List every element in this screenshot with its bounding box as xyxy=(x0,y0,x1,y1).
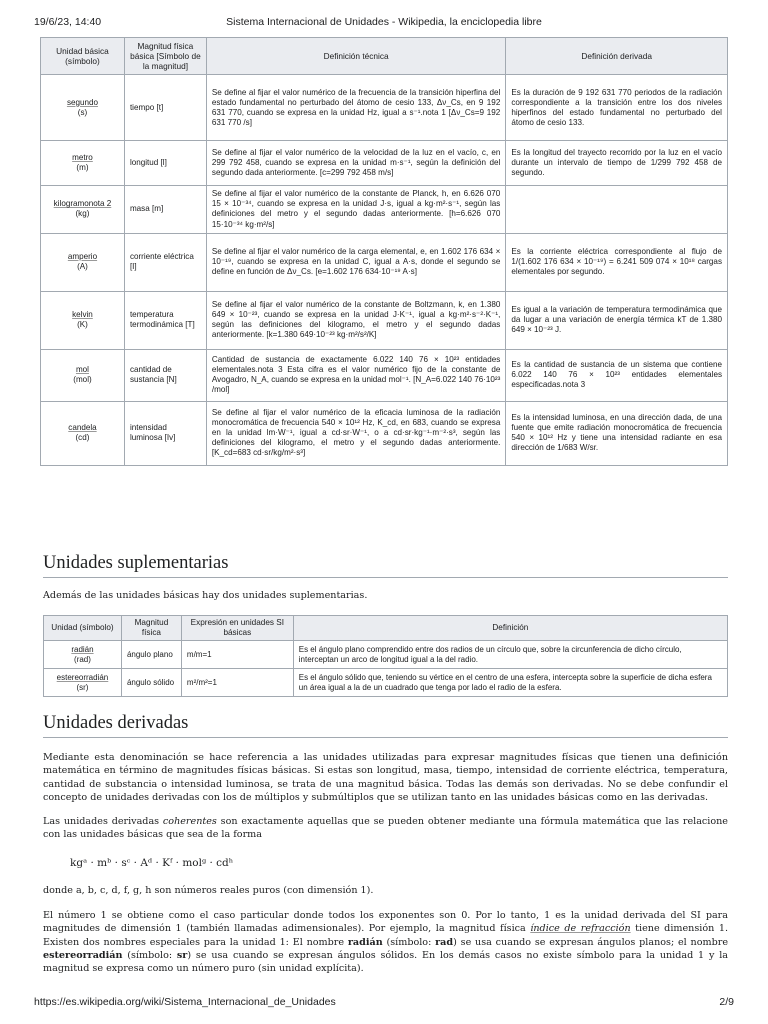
table-row xyxy=(41,349,728,401)
cell-unit xyxy=(44,669,122,697)
unit-symbol: (kg) xyxy=(75,209,90,219)
cell-quantity: longitud [l] xyxy=(124,141,206,186)
unit-name[interactable]: segundo xyxy=(66,97,98,107)
bold-estereorradian: estereorradián xyxy=(43,949,123,961)
table-row xyxy=(44,641,728,669)
text-run: ) se usa cuando se expresan ángulos planos; el nombre xyxy=(453,936,728,948)
unit-name[interactable]: candela xyxy=(68,423,97,433)
cell-quantity: corriente eléctrica [I] xyxy=(124,233,206,291)
cell-quantity: masa [m] xyxy=(124,186,206,233)
cell-definition: Es el ángulo sólido que, teniendo su vértice en el centro de una esfera, intercepta sobre la superficie de dicha esfera un área igual a la de un cuadrado que tenga por lado el radio de la esfera. xyxy=(293,669,727,697)
heading-derived: Unidades derivadas xyxy=(43,713,728,738)
print-footer xyxy=(34,996,734,1010)
derived-paragraph-3: donde a, b, c, d, f, g, h son números reales puros (con dimensión 1). xyxy=(43,885,374,896)
unit-name[interactable]: mol xyxy=(75,365,89,375)
cell-derived-definition: Es la longitud del trayecto recorrido por la luz en el vacío durante un intervalo de tiempo de 1/299 792 458 de segundo. xyxy=(506,141,728,186)
cell-derived-definition: Es la cantidad de sustancia de un sistema que contiene 6.022 140 76 × 10²³ entidades elementales especificadas.nota 3 xyxy=(506,349,728,401)
derived-paragraph-1: Mediante esta denominación se hace referencia a las unidades utilizadas para expresar magnitudes físicas que tienen una definición matemática en término de magnitudes físicas básicas. Si estas son longitud, masa, tiempo, intensidad de corriente eléctrica, temperatura, cantidad de substancia o intensidad luminosa, se trata de una magnitud básica. Todas las demás son derivadas. No se debe confundir el concepto de unidades derivadas con los de múltiplos y submúltiplos que se utilizan tanto en las unidades básicas como en las derivadas. xyxy=(43,752,728,803)
text-run: son exactamente aquellas que se pueden obtener mediante una fórmula matemática que las relacione con las unidades básicas que sea de la forma xyxy=(43,816,728,841)
col-header-quantity: Magnitud física xyxy=(121,616,181,641)
col-header-derived: Definición derivada xyxy=(506,38,728,75)
table-header-row xyxy=(41,38,728,75)
unit-symbol: (K) xyxy=(77,320,88,330)
table-row xyxy=(41,75,728,141)
cell-expression: m/m=1 xyxy=(181,641,293,669)
cell-unit xyxy=(41,141,125,186)
cell-technical-definition: Se define al fijar el valor numérico de la constante de Planck, h, en 6.626 070 15 × 10⁻³⁴, cuando se expresa en la unidad J·s, igual a kg·m²·s⁻¹, según las definiciones del metro y el segundo dadas anteriormente. [h=6.626 070 15·10⁻³⁴ kg·m²/s] xyxy=(206,186,505,233)
unit-symbol: (m) xyxy=(76,163,89,173)
link-indice-refraccion[interactable]: índice de refracción xyxy=(530,923,631,935)
bold-rad: rad xyxy=(435,936,454,948)
unit-name[interactable]: estereorradián xyxy=(56,672,109,682)
cell-technical-definition: Se define al fijar el valor numérico de la velocidad de la luz en el vacío, c, en 299 792 458, cuando se expresa en la unidad m·s⁻¹, según la definición del segundo dada anteriormente. [c=299 792 458 m/s] xyxy=(206,141,505,186)
supplementary-intro: Además de las unidades básicas hay dos unidades suplementarias. xyxy=(43,590,368,601)
print-title: Sistema Internacional de Unidades - Wikipedia, la enciclopedia libre xyxy=(226,16,542,28)
heading-supplementary: Unidades suplementarias xyxy=(43,553,728,578)
col-header-quantity: Magnitud física básica [Símbolo de la magnitud] xyxy=(124,38,206,75)
cell-unit xyxy=(41,186,125,233)
cell-unit xyxy=(41,75,125,141)
cell-quantity: intensidad luminosa [Iv] xyxy=(124,401,206,465)
col-header-definition: Definición xyxy=(293,616,727,641)
table-row xyxy=(41,186,728,233)
unit-symbol: (A) xyxy=(77,262,88,272)
emphasis-coherentes: coherentes xyxy=(162,816,217,827)
unit-symbol: (rad) xyxy=(74,654,91,664)
cell-derived-definition: Es la duración de 9 192 631 770 periodos de la radiación correspondiente a la transición entre los dos niveles hiperfinos del estado fundamental no perturbado del átomo de cesio 133. xyxy=(506,75,728,141)
cell-technical-definition: Cantidad de sustancia de exactamente 6.022 140 76 × 10²³ entidades elementales.nota 3 Esta cifra es el valor numérico fijo de la constante de Avogadro, N_A, cuando se expresa en la unidad mol⁻¹. [N_A=6.022 140 76·10²³ /mol] xyxy=(206,349,505,401)
unit-name[interactable]: metro xyxy=(72,153,93,163)
text-run: (símbolo: xyxy=(122,949,177,961)
unit-symbol: (cd) xyxy=(75,433,90,443)
col-header-unit: Unidad básica (símbolo) xyxy=(41,38,125,75)
col-header-technical: Definición técnica xyxy=(206,38,505,75)
cell-unit xyxy=(41,349,125,401)
table-row xyxy=(41,233,728,291)
cell-derived-definition xyxy=(506,186,728,233)
bold-radian: radián xyxy=(347,936,383,948)
cell-technical-definition: Se define al fijar el valor numérico de la eficacia luminosa de la radiación monocromática de frecuencia 540 × 10¹² Hz, K_cd, en 683, cuando se expresa en la unidad lm·W⁻¹, igual a cd·sr·W⁻¹, o a cd·sr·kg⁻¹·m⁻²·s³, según las definiciones del kilogramo, el metro y el segundo dadas anteriormente. [K_cd=683 cd·sr/kg/m²·s³] xyxy=(206,401,505,465)
text-run: (símbolo: xyxy=(382,936,436,948)
cell-quantity: ángulo sólido xyxy=(121,669,181,697)
table-row xyxy=(44,669,728,697)
unit-symbol: (s) xyxy=(77,107,88,117)
cell-expression: m²/m²=1 xyxy=(181,669,293,697)
text-run: ) se usa cuando se expresan ángulos sólidos. En los demás casos no existe símbolo para la unidad 1 y la magnitud se expresa como un número puro (sin unidad explícita). xyxy=(43,949,728,975)
print-header xyxy=(34,16,734,30)
print-datetime: 19/6/23, 14:40 xyxy=(34,16,102,28)
cell-derived-definition: Es la intensidad luminosa, en una dirección dada, de una fuente que emite radiación monocromática de frecuencia 540 × 10¹² Hz y tiene una intensidad radiante en esa dirección de 1/683 W/sr. xyxy=(506,401,728,465)
unit-formula: kgᵃ · mᵇ · sᶜ · Aᵈ · Kᶠ · molᵍ · cdʰ xyxy=(70,857,234,869)
text-run: tiene dimensión 1. Existen dos nombres especiales para la unidad 1: El nombre xyxy=(43,923,728,948)
supplementary-units-table xyxy=(43,615,728,697)
bold-sr: sr xyxy=(176,949,188,961)
base-units-table xyxy=(40,37,728,466)
table-header-row xyxy=(44,616,728,641)
cell-quantity: temperatura termodinámica [T] xyxy=(124,291,206,349)
print-url: https://es.wikipedia.org/wiki/Sistema_Internacional_de_Unidades xyxy=(34,996,336,1008)
unit-symbol: (sr) xyxy=(76,682,89,692)
cell-technical-definition: Se define al fijar el valor numérico de la constante de Boltzmann, k, en 1.380 649 × 10⁻²³, cuando se expresa en la unidad J·K⁻¹, igual a kg·m²·s⁻²·K⁻¹, según las definiciones del kilogramo, el metro y el segundo dadas anteriormente. [k=1.380 649·10⁻²³ kg·m²/s²/K] xyxy=(206,291,505,349)
cell-unit xyxy=(44,641,122,669)
table-row xyxy=(41,291,728,349)
cell-quantity: tiempo [t] xyxy=(124,75,206,141)
cell-quantity: ángulo plano xyxy=(121,641,181,669)
cell-quantity: cantidad de sustancia [N] xyxy=(124,349,206,401)
col-header-unit: Unidad (símbolo) xyxy=(44,616,122,641)
text-run: Las unidades derivadas xyxy=(43,816,163,827)
derived-paragraph-4 xyxy=(43,909,728,975)
unit-symbol: (mol) xyxy=(73,375,92,385)
cell-unit xyxy=(41,233,125,291)
unit-name[interactable]: kilogramonota 2 xyxy=(53,199,112,209)
derived-paragraph-2 xyxy=(43,815,728,842)
cell-definition: Es el ángulo plano comprendido entre dos radios de un círculo que, sobre la circunferencia de dicho círculo, interceptan un arco de longitud igual a la del radio. xyxy=(293,641,727,669)
unit-name[interactable]: amperio xyxy=(67,252,98,262)
cell-derived-definition: Es igual a la variación de temperatura termodinámica que da lugar a una variación de energía térmica kT de 1.380 649 × 10⁻²³ J. xyxy=(506,291,728,349)
print-page-number: 2/9 xyxy=(719,996,734,1008)
cell-unit xyxy=(41,401,125,465)
cell-derived-definition: Es la corriente eléctrica correspondiente al flujo de 1/(1.602 176 634 × 10⁻¹⁹) = 6.241 509 074 × 10¹⁸ cargas elementales por segundo. xyxy=(506,233,728,291)
text-run: El número 1 se obtiene como el caso particular donde todos los exponentes son 0. Por lo tanto, 1 es la unidad derivada del SI para magnitudes de dimensión 1 (también llamadas adimensionales). Por ejemplo, la magnitud física xyxy=(43,910,728,935)
table-row xyxy=(41,141,728,186)
col-header-expression: Expresión en unidades SI básicas xyxy=(181,616,293,641)
cell-technical-definition: Se define al fijar el valor numérico de la carga elemental, e, en 1.602 176 634 × 10⁻¹⁹, cuando se expresa en la unidad C, igual a A·s, donde el segundo se define en función de Δν_Cs. [e=1.602 176 634·10⁻¹⁹ A·s] xyxy=(206,233,505,291)
cell-technical-definition: Se define al fijar el valor numérico de la frecuencia de la transición hiperfina del estado fundamental no perturbado del átomo de cesio 133, Δν_Cs, en 9 192 631 770, cuando se expresa en la unidad Hz, igual a s⁻¹.nota 1 [Δν_Cs=9 192 631 770 /s] xyxy=(206,75,505,141)
cell-unit xyxy=(41,291,125,349)
table-row xyxy=(41,401,728,465)
unit-name[interactable]: kelvin xyxy=(72,310,93,320)
unit-name[interactable]: radián xyxy=(71,644,94,654)
